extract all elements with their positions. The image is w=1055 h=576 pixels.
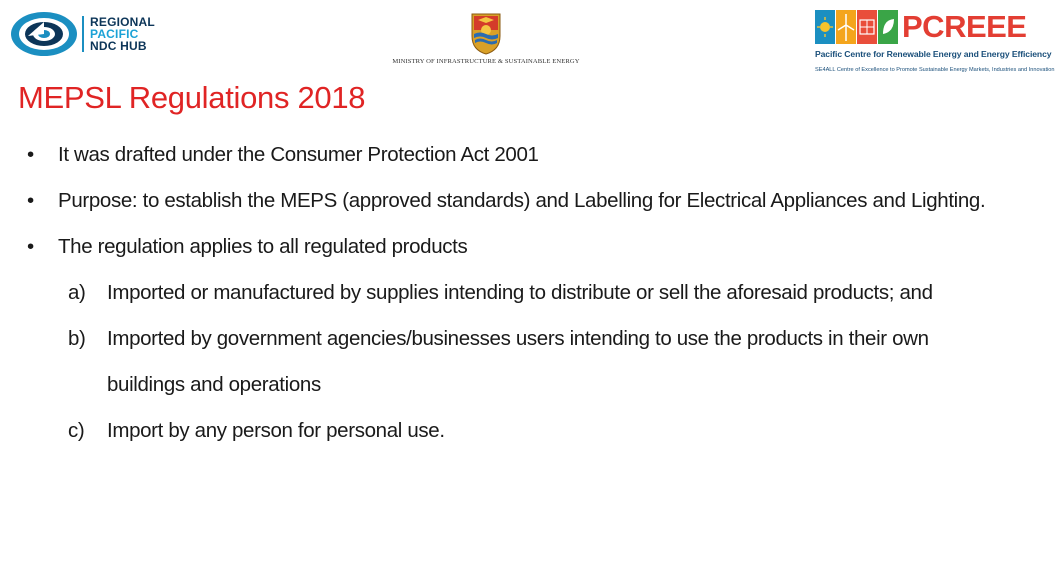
bullet-item (0, 132, 1008, 178)
bullet-marker: • (27, 143, 34, 166)
bullet-item (0, 224, 1008, 270)
pcreee-tiles (815, 10, 898, 44)
pcreee-subtagline: SE4ALL Centre of Excellence to Promote Sustainable Energy Markets, Industries and Innovation (815, 67, 1055, 73)
sub-list-item (0, 316, 987, 408)
ministry-crest-icon (466, 10, 506, 56)
sub-list-text: Imported by government agencies/businesses users intending to use the products in their own buildings and operations (107, 327, 929, 396)
ndc-hub-logo (10, 10, 190, 58)
sub-list-text: Import by any person for personal use. (107, 419, 445, 442)
wind-turbine-icon (836, 10, 856, 44)
sub-list-marker: c) (68, 419, 85, 442)
bullet-text: The regulation applies to all regulated products (58, 235, 468, 258)
ndc-hub-divider (82, 16, 84, 52)
sub-list-text: Imported or manufactured by supplies intending to distribute or sell the aforesaid products; and (107, 281, 933, 304)
sub-list-marker: b) (68, 327, 86, 350)
leaf-icon (878, 10, 898, 44)
slide-title: MEPSL Regulations 2018 (18, 80, 366, 115)
ndc-hub-wordmark (90, 16, 155, 52)
ministry-caption: MINISTRY OF INFRASTRUCTURE & SUSTAINABLE ENERGY (392, 58, 580, 65)
bullet-text: Purpose: to establish the MEPS (approved standards) and Labelling for Electrical Appliances and Lighting. (58, 189, 986, 212)
ndc-hub-line2: PACIFIC (90, 27, 139, 41)
solar-panel-icon (857, 10, 877, 44)
bullet-marker: • (27, 189, 34, 212)
pcreee-name: PCREEE (902, 9, 1027, 44)
sub-list-item (0, 408, 987, 454)
slide-body (0, 132, 1024, 454)
ndc-hub-line3: NDC HUB (90, 39, 147, 53)
bullet-marker: • (27, 235, 34, 258)
sub-list-marker: a) (68, 281, 86, 304)
ndc-hub-emblem-icon (10, 10, 80, 58)
pcreee-tagline: Pacific Centre for Renewable Energy and Energy Efficiency (815, 49, 1052, 59)
ministry-logo (380, 10, 592, 70)
sun-icon (815, 10, 835, 44)
bullet-text: It was drafted under the Consumer Protection Act 2001 (58, 143, 539, 166)
pcreee-logo (815, 9, 1055, 84)
ndc-hub-line1: REGIONAL (90, 15, 155, 29)
sub-list-item (0, 270, 987, 316)
bullet-item (0, 178, 1008, 224)
